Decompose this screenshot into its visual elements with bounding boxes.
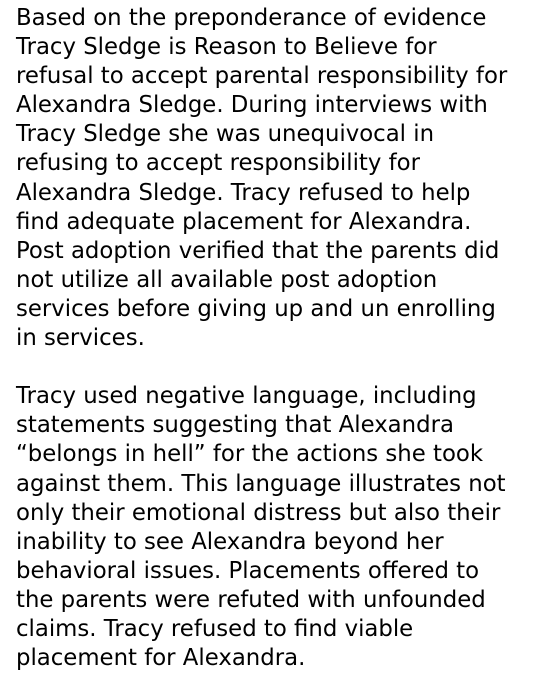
text-line: refusal to accept parental responsibility for [16,63,508,90]
text-line: placement for Alexandra. [16,645,306,672]
text-line: statements suggesting that Alexandra [16,412,454,439]
text-line: not utilize all available post adoption [16,266,438,293]
text-line: in services. [16,325,145,352]
text-line: Tracy Sledge she was unequivocal in [16,121,435,148]
text-line: Post adoption verified that the parents did [16,237,500,264]
text-line: the parents were refuted with unfounded [16,586,486,613]
text-line: services before giving up and un enrolling [16,295,496,322]
text-line: behavioral issues. Placements offered to [16,557,480,584]
text-line: Based on the preponderance of evidence [16,5,487,31]
paragraph-language [16,382,546,673]
text-line: Alexandra Sledge. Tracy refused to help [16,179,471,206]
text-line: “belongs in hell” for the actions she took [16,441,484,468]
text-line: refusing to accept responsibility for [16,150,420,177]
text-line: Alexandra Sledge. During interviews with [16,92,488,119]
paragraph-spacer [16,353,546,382]
paragraph-findings [16,4,546,353]
text-line: claims. Tracy refused to find viable [16,615,414,642]
text-line: Tracy Sledge is Reason to Believe for [16,34,437,61]
text-line: inability to see Alexandra beyond her [16,528,444,555]
text-line: against them. This language illustrates not [16,470,506,497]
text-line: Tracy used negative language, including [16,383,477,410]
text-line: find adequate placement for Alexandra. [16,208,472,235]
text-line: only their emotional distress but also their [16,499,501,526]
document-body [16,4,546,673]
